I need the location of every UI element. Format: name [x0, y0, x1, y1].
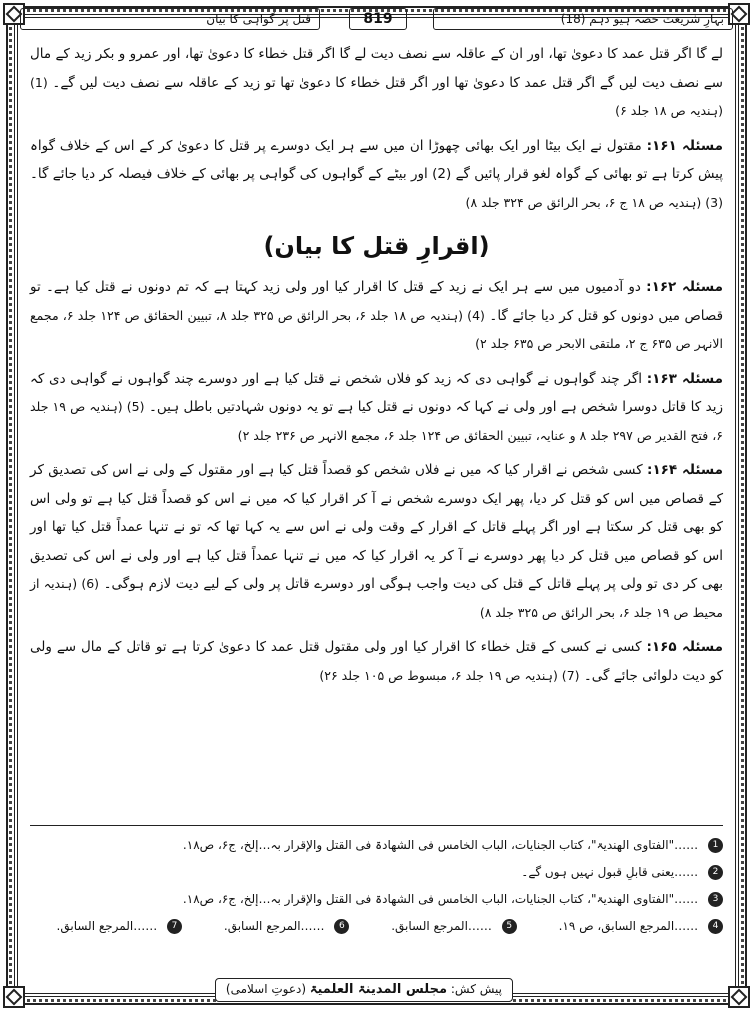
- paragraph-text: کسی شخص نے اقرار کیا کہ میں نے فلاں شخص کو قصداً قتل کیا ہے اور مقتول کے ولی نے اس کی تصدیق کر کے قصاص میں اس کو قتل کر دیا، پھر ایک دوسرے شخص نے آ کر اقرار کیا کہ میں نے اس کو قصداً قتل کیا ہے تو ولی اس کو بھی قتل کر سکتا ہے اور اگر پہلے قاتل کے اقرار کے وقت ولی نے اس سے یہ کہا تھا کہ تو نے تنہا عمداً قتل کیا تھا اور اس کو قصاص میں قتل کر دیا پھر دوسرے نے آ کر یہ اقرار کیا کہ میں نے تنہا عمداً قتل کیا ہے اور ولی نے اس کی تصدیق بھی کر دی تو ولی پر پہلے قاتل کے قتل کی دیت واجب ہوگی اور دوسرے قاتل پر ولی کے لیے دیت لازم ہوگی۔: [30, 462, 723, 592]
- footnote-number: 6: [334, 919, 349, 934]
- footnote-row-4-7: [30, 913, 723, 940]
- footnote-4: [559, 913, 723, 940]
- footnote-number: 1: [708, 838, 723, 853]
- masala-165: [30, 633, 723, 690]
- corner-ornament-bottom-right: [728, 986, 750, 1008]
- footnote-6: [224, 913, 350, 940]
- footnote-1: [30, 832, 723, 859]
- paragraph-text: مقتول نے ایک بیٹا اور ایک بھائی چھوڑا ان میں سے ہر ایک دوسرے پر قتل کا دعویٰ کر کے اس کے خلاف گواہ پیش کرتا ہے تو بھائی کے گواہ لغو قرار پائیں گے (2) اور بیٹے کے گواہوں کی گواہی پر بھائی کے خلاف فیصلہ کر دیا جائے گا۔: [30, 137, 723, 182]
- footnote-number: 7: [167, 919, 182, 934]
- reference-citation: (4) (ہندیہ ص ۱۸ جلد ۶، بحر الرائق ص ۳۲۵ جلد ۸، تبیین الحقائق ص ۱۲۴ جلد ۶، مجمع الانہر ص ۶۳۵ ج ۲، ملتقی الابحر ص ۶۳۵ جلد ۲): [30, 307, 723, 351]
- masala-162: [30, 273, 723, 359]
- footnote-text: ……المرجع السابق.: [223, 919, 325, 933]
- publisher-suffix: (دعوتِ اسلامی): [225, 982, 307, 996]
- reference-citation: (7) (ہندیہ ص ۱۹ جلد ۶، مبسوط ص ۱۰۵ جلد ۲۶): [319, 667, 580, 683]
- page-number: 819: [349, 8, 407, 30]
- publisher-bar: [215, 978, 513, 1002]
- masala-label: مسئلہ ۱۶۵:: [646, 639, 723, 655]
- masala-label: مسئلہ ۱۶۴:: [647, 462, 724, 478]
- reference-citation: (5) (ہندیہ ص ۱۹ جلد ۶، فتح القدیر ص ۲۹۷ جلد ۸ و عنایہ، تبیین الحقائق ص ۱۲۴ جلد ۶، مجمع الانہر ص ۲۳۶ جلد ۲): [30, 399, 723, 443]
- masala-164: [30, 456, 723, 627]
- paragraph-text: کسی نے کسی کے قتل خطاء کا اقرار کیا اور ولی مقتول قتل عمد کا دعویٰ کرتا ہے تو قاتل کے مال سے ولی کو دیت دلوائی جائے گی۔: [30, 639, 723, 684]
- footnote-number: 2: [708, 865, 723, 880]
- footnote-text: ……یعنی قابلِ قبول نہیں ہوں گے۔: [521, 865, 699, 879]
- masala-label: مسئلہ ۱۶۳:: [646, 370, 723, 387]
- masala-163: [30, 365, 723, 451]
- footnote-text: ……المرجع السابق، ص ۱۹.: [558, 919, 699, 933]
- paragraph-text: اگر چند گواہوں نے گواہی دی کہ زید کو فلاں شخص نے قتل کیا ہے اور دوسرے چند گواہوں نے گواہی دی کہ زید کا قاتل دوسرا شخص ہے اور ولی نے کہا کہ دونوں نے قتل کیا ہے تو یہ دونوں شہادتیں باطل ہیں۔: [30, 370, 724, 415]
- publisher-prefix: پیش کش:: [450, 982, 502, 996]
- publisher-name: مجلس المدینۃ العلمیۃ: [309, 982, 448, 997]
- footnotes: [30, 832, 723, 940]
- footnote-text: ……"الفتاوی الھندیۃ"، کتاب الجنایات، الباب الخامس فی الشھادۃ فی القتل والإقرار بہ…إلخ، ج۶، ص۱۸.: [182, 838, 699, 852]
- main-text: [30, 40, 723, 696]
- footnote-divider: [30, 825, 723, 826]
- footnote-number: 5: [502, 919, 517, 934]
- masala-label: مسئلہ ۱۶۲:: [646, 279, 724, 295]
- footnote-5: [391, 913, 517, 940]
- footnote-text: ……المرجع السابق.: [391, 919, 492, 933]
- corner-ornament-bottom-left: [3, 986, 25, 1008]
- paragraph-text: دو آدمیوں میں سے ہر ایک نے زید کے قتل کا اقرار کیا اور ولی زید کہتا ہے کہ تم دونوں نے قتل کیا ہے۔ تو قصاص میں دونوں کو قتل کر دیا جائے گا۔: [30, 279, 724, 324]
- footnote-text: ……المرجع السابق.: [56, 919, 158, 933]
- footnote-number: 4: [708, 919, 723, 934]
- page-header: [20, 8, 733, 32]
- book-title: بہارِ شریعت حصہ ہیو دہم (18): [433, 8, 733, 30]
- masala-161: [30, 132, 723, 218]
- footnote-7: [57, 913, 183, 940]
- footnote-3: [30, 886, 723, 913]
- reference-citation: (1) (ہندیہ ص ۱۸ جلد ۶): [30, 74, 723, 118]
- section-heading-text: (اقرارِ قتل کا بیان): [263, 232, 490, 260]
- section-heading: [30, 227, 723, 265]
- reference-citation: (6) (ہندیہ از محیط ص ۱۹ جلد ۶، بحر الرائق ص ۳۲۵ جلد ۸): [30, 576, 723, 620]
- masala-label: مسئلہ ۱۶۱:: [646, 137, 723, 154]
- reference-citation: (3) (ہندیہ ص ۱۸ ج ۶، بحر الرائق ص ۳۲۴ جلد ۸): [465, 194, 723, 210]
- footnote-2: [30, 859, 723, 886]
- footnote-text: ……"الفتاوی الھندیۃ"، کتاب الجنایات، الباب الخامس فی الشھادۃ فی القتل والإقرار بہ…إلخ، ج۶، ص۱۸.: [182, 892, 699, 906]
- footnote-number: 3: [708, 892, 723, 907]
- paragraph-text: لے گا اگر قتل عمد کا دعویٰ تھا، اور ان کے عاقلہ سے نصف دیت لے گا اگر قتل خطاء کا دعویٰ تھا، اور عمرو و بکر زید کے مال سے نصف دیت لیں گے اگر قتل عمد کا دعویٰ تھا اور اگر قتل خطاء کا دعویٰ تھا تو زید کے عاقلہ سے نصف دیت لیں گے۔: [30, 46, 723, 91]
- paragraph-continued: [30, 40, 723, 126]
- chapter-title: قتل پر گواہی کا بیان: [20, 8, 320, 30]
